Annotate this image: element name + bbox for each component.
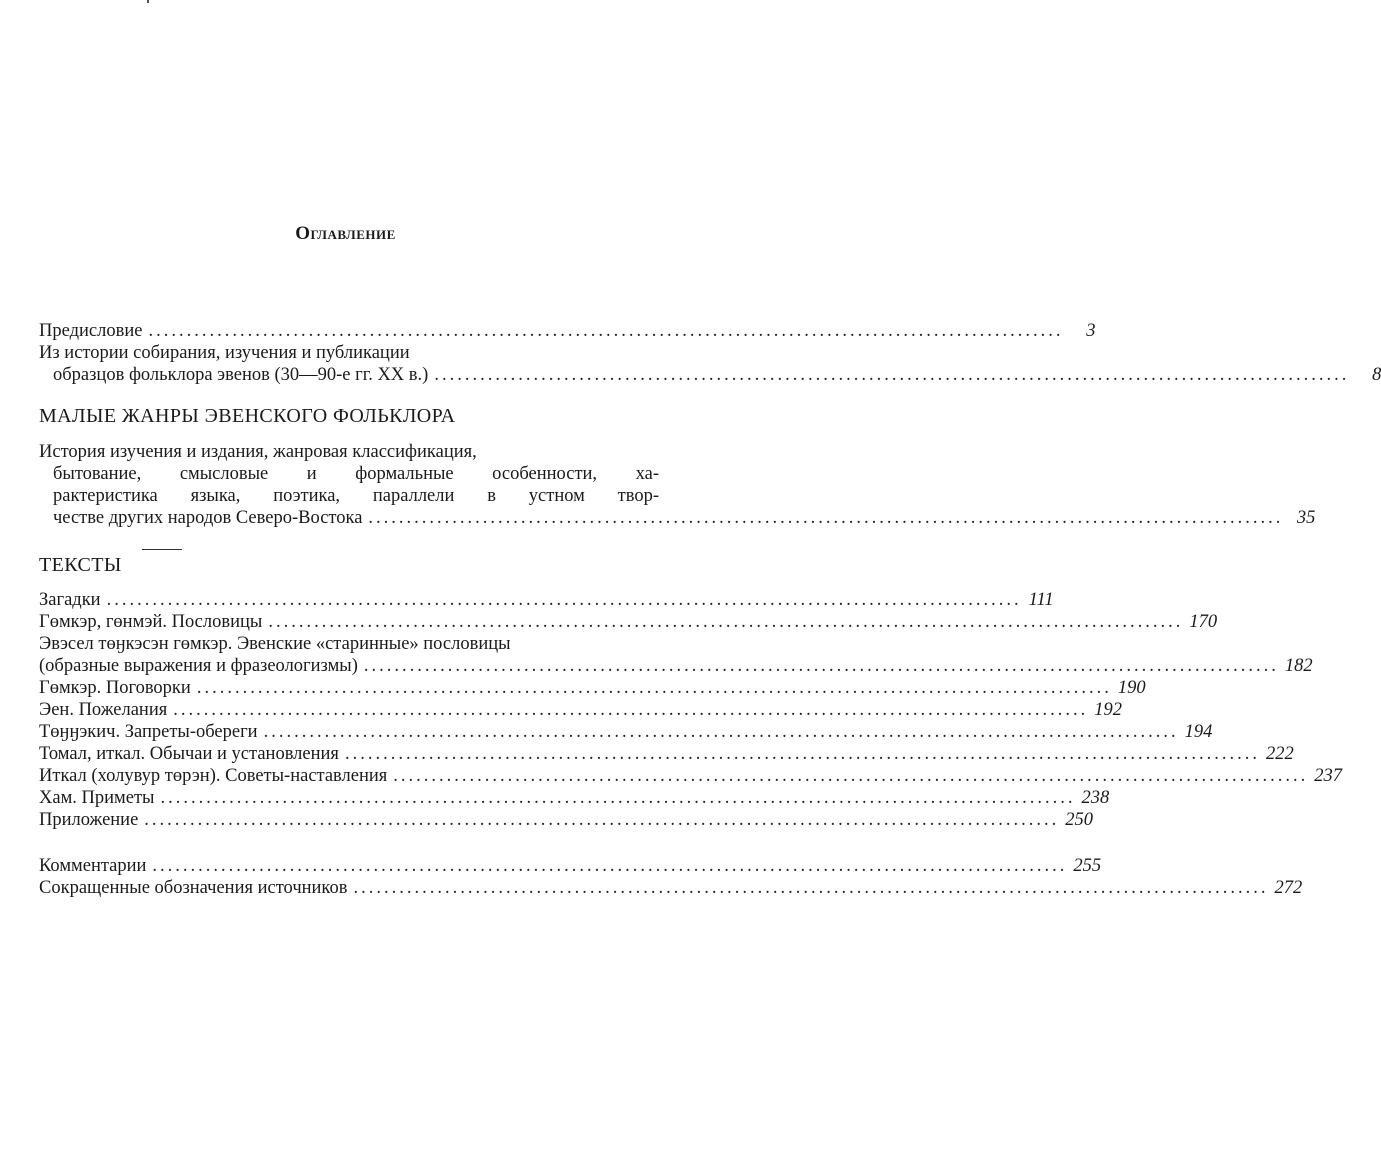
entry-label: Томал, иткал. Обычаи и установления <box>39 744 339 764</box>
entry-label: Хам. Приметы <box>39 788 155 808</box>
page-title: Оглавление <box>295 223 396 244</box>
print-speck <box>147 0 149 3</box>
toc-entry[interactable] <box>39 855 1102 877</box>
entry-page: 237 <box>1314 766 1343 786</box>
leader-dots: ........................................................................................................................ <box>353 878 1269 898</box>
toc-entry[interactable] <box>39 342 1381 386</box>
toc-entry[interactable] <box>39 743 1294 765</box>
toc-entry[interactable] <box>39 787 1110 809</box>
entry-label: честве других народов Северо-Востока <box>53 508 363 528</box>
section-heading: ТЕКСТЫ <box>39 554 122 576</box>
leader-dots: ........................................................................................................................ <box>393 766 1309 786</box>
toc-section1 <box>39 441 1316 529</box>
leader-dots: ........................................................................................................................ <box>148 321 1064 341</box>
entry-label: Предисловие <box>39 321 143 341</box>
toc-entry[interactable] <box>39 721 1213 743</box>
toc-entry[interactable] <box>39 677 1146 699</box>
entry-page: 190 <box>1117 678 1146 698</box>
leader-dots: ........................................................................................................................ <box>144 810 1060 830</box>
toc-entry[interactable] <box>39 589 1054 611</box>
entry-label: Гөмкэр, гөнмэй. Пословицы <box>39 612 263 632</box>
toc-front <box>39 320 1381 386</box>
entry-page: 255 <box>1073 856 1102 876</box>
entry-label: Загадки <box>39 590 101 610</box>
leader-dots: ........................................................................................................................ <box>434 365 1350 385</box>
toc-entry[interactable] <box>39 441 1316 529</box>
toc-entry[interactable] <box>39 611 1218 633</box>
toc-entry[interactable] <box>39 809 1094 831</box>
entry-page: 192 <box>1094 700 1122 720</box>
leader-dots: ........................................................................................................................ <box>363 656 1279 676</box>
toc-back <box>39 855 1303 899</box>
entry-page: 250 <box>1065 810 1094 830</box>
entry-page: 238 <box>1081 788 1110 808</box>
entry-page: 35 <box>1296 508 1316 528</box>
entry-line: рактеристика языка, поэтика, параллели в устном твор- <box>53 486 659 506</box>
toc-entry[interactable] <box>39 765 1343 787</box>
toc-entry[interactable] <box>39 633 1313 677</box>
entry-label: Приложение <box>39 810 139 830</box>
entry-page: 8 <box>1372 365 1381 385</box>
section-divider <box>142 549 182 550</box>
entry-line: Из истории собирания, изучения и публикации <box>39 343 410 363</box>
entry-line: бытование, смысловые и формальные особенности, ха- <box>53 464 659 484</box>
entry-label: Гөмкэр. Поговорки <box>39 678 191 698</box>
entry-label: образцов фольклора эвенов (30—90-е гг. XX в.) <box>53 365 429 385</box>
entry-label: Эен. Пожелания <box>39 700 168 720</box>
leader-dots: ........................................................................................................................ <box>160 788 1076 808</box>
leader-dots: ........................................................................................................................ <box>263 722 1179 742</box>
entry-label: Сокращенные обозначения источников <box>39 878 348 898</box>
section-heading: МАЛЫЕ ЖАНРЫ ЭВЕНСКОГО ФОЛЬКЛОРА <box>39 405 456 427</box>
entry-page: 222 <box>1265 744 1294 764</box>
entry-line: История изучения и издания, жанровая классификация, <box>39 442 477 462</box>
toc-entry[interactable] <box>39 877 1303 899</box>
leader-dots: ........................................................................................................................ <box>368 508 1284 528</box>
entry-page: 170 <box>1189 612 1218 632</box>
entry-line: Эвэсел төӈкэсэн гөмкэр. Эвенские «старинные» пословицы <box>39 634 511 654</box>
entry-label: (образные выражения и фразеологизмы) <box>39 656 358 676</box>
entry-label: Комментарии <box>39 856 147 876</box>
leader-dots: ........................................................................................................................ <box>268 612 1184 632</box>
toc-section2 <box>39 589 1343 831</box>
entry-label: Төӈӈэкич. Запреты-обереги <box>39 722 258 742</box>
entry-page: 111 <box>1028 590 1054 610</box>
entry-page: 194 <box>1184 722 1213 742</box>
entry-page: 272 <box>1274 878 1303 898</box>
entry-page: 182 <box>1284 656 1313 676</box>
leader-dots: ........................................................................................................................ <box>152 856 1068 876</box>
toc-entry[interactable] <box>39 320 1096 342</box>
leader-dots: ........................................................................................................................ <box>173 700 1089 720</box>
leader-dots: ........................................................................................................................ <box>196 678 1112 698</box>
toc-entry[interactable] <box>39 699 1122 721</box>
entry-label: Иткал (холувур төрэн). Советы-наставления <box>39 766 388 786</box>
leader-dots: ........................................................................................................................ <box>344 744 1260 764</box>
leader-dots: ........................................................................................................................ <box>106 590 1022 610</box>
entry-page: 3 <box>1086 321 1096 341</box>
